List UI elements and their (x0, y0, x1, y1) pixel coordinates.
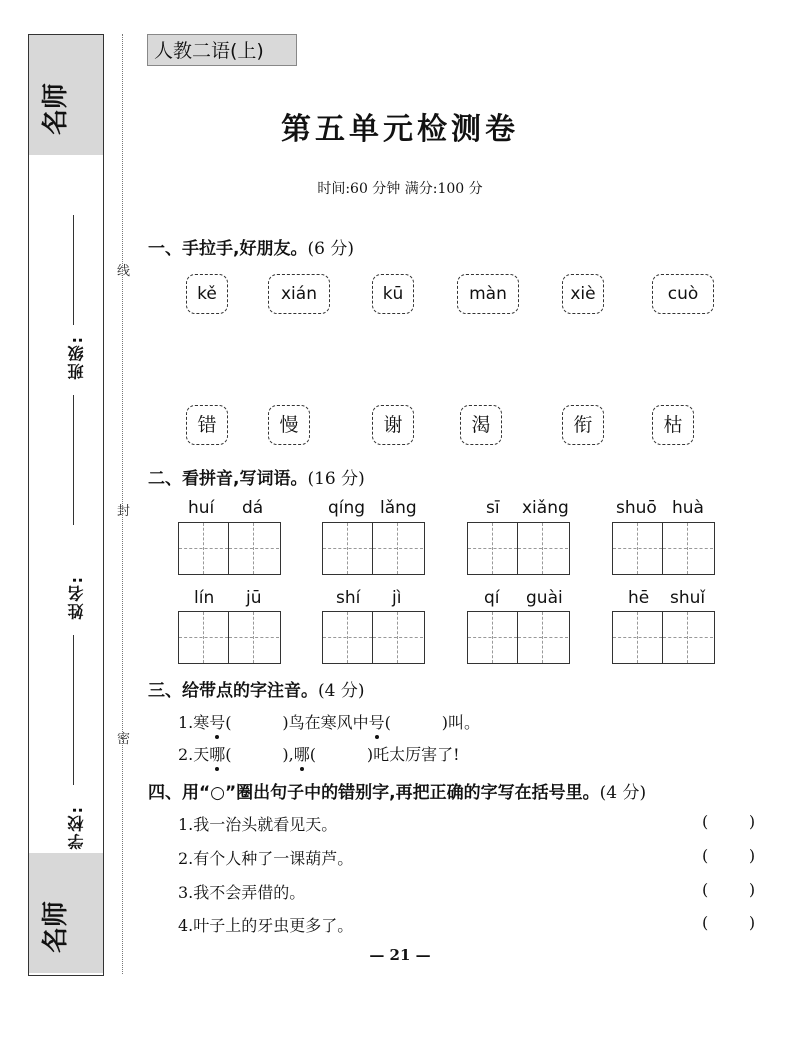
word-pinyin: shí (336, 588, 361, 608)
word-pinyin: huí (188, 498, 215, 518)
section-1-points: (6 分) (307, 239, 354, 259)
q-text[interactable]: ( ), (225, 745, 294, 764)
exam-meta: 时间:60 分钟 满分:100 分 (317, 181, 483, 197)
section-1-heading (148, 234, 354, 259)
q-text[interactable]: ( )吒太厉害了! (309, 745, 460, 764)
pinyin-card[interactable]: màn (457, 274, 519, 314)
dotted-char: 哪 (209, 745, 226, 764)
name-field-line (73, 635, 74, 785)
word-pinyin: shuǐ (670, 588, 706, 608)
section-1-title: 一、手拉手,好朋友。 (148, 239, 308, 259)
word-pinyin: xiǎng (522, 498, 569, 518)
word-pinyin: guài (526, 588, 563, 608)
answer-paren[interactable]: ( ) (702, 846, 756, 865)
pinyin-card[interactable]: xián (268, 274, 330, 314)
section-3-title: 三、给带点的字注音。 (148, 681, 318, 701)
word-pinyin: dá (242, 498, 264, 518)
word-pinyin: huà (672, 498, 704, 518)
word-pinyin: jū (246, 588, 262, 608)
class-field-line (73, 215, 74, 325)
seal-char-line: 线 (117, 264, 131, 279)
answer-paren[interactable]: ( ) (702, 812, 756, 831)
dotted-char: 哪 (293, 745, 310, 764)
section-4-title: 四、用“○”圈出句子中的错别字,再把正确的字写在括号里。 (148, 783, 600, 803)
page-number: — 21 — (369, 946, 431, 964)
char-card[interactable]: 慢 (268, 405, 310, 445)
dotted-char: 号 (368, 713, 385, 732)
section-3-heading (148, 676, 364, 701)
answer-paren[interactable]: ( ) (702, 880, 756, 899)
q-text[interactable]: ( )叫。 (384, 713, 481, 732)
writing-grid[interactable] (467, 611, 570, 664)
pinyin-card[interactable]: xiè (562, 274, 604, 314)
writing-grid[interactable] (612, 611, 715, 664)
char-card[interactable]: 枯 (652, 405, 694, 445)
school-field-label: 学校: (67, 805, 86, 850)
question-4-2: 2.有个人种了一课葫芦。 (178, 849, 354, 868)
word-pinyin: lǎng (380, 498, 417, 518)
pinyin-card[interactable]: kū (372, 274, 414, 314)
brand-text-bottom: 名师 (41, 900, 71, 953)
page-title: 第五单元检测卷 (281, 112, 519, 147)
grade-tag: 人教二语(上) (147, 34, 297, 66)
writing-grid[interactable] (322, 611, 425, 664)
word-pinyin: lín (194, 588, 215, 608)
char-card[interactable]: 错 (186, 405, 228, 445)
question-3-2 (178, 742, 460, 765)
writing-grid[interactable] (612, 522, 715, 575)
word-pinyin: qí (484, 588, 500, 608)
section-2-title: 二、看拼音,写词语。 (148, 469, 308, 489)
class-field-line-2 (73, 395, 74, 525)
answer-paren[interactable]: ( ) (702, 913, 756, 932)
word-pinyin: hē (628, 588, 650, 608)
name-field-label: 姓名: (67, 575, 86, 620)
writing-grid[interactable] (322, 522, 425, 575)
seal-char-seal: 封 (117, 504, 131, 519)
question-3-1 (178, 710, 480, 733)
section-4-heading (148, 778, 646, 803)
writing-grid[interactable] (178, 611, 281, 664)
word-pinyin: qíng (328, 498, 366, 518)
seal-char-secret: 密 (117, 732, 131, 747)
pinyin-card[interactable]: kě (186, 274, 228, 314)
q-text: 2.天 (178, 745, 210, 764)
dotted-char: 号 (209, 713, 226, 732)
question-4-1: 1.我一治头就看见天。 (178, 815, 338, 834)
writing-grid[interactable] (178, 522, 281, 575)
section-2-heading (148, 464, 365, 489)
question-4-4: 4.叶子上的牙虫更多了。 (178, 916, 354, 935)
pinyin-card[interactable]: cuò (652, 274, 714, 314)
char-card[interactable]: 谢 (372, 405, 414, 445)
word-pinyin: shuō (616, 498, 657, 518)
word-pinyin: jì (392, 588, 402, 608)
binding-strip (28, 34, 104, 976)
class-field-label: 班级: (67, 335, 86, 380)
section-3-points: (4 分) (318, 681, 365, 701)
question-4-3: 3.我不会弄借的。 (178, 883, 306, 902)
char-card[interactable]: 衔 (562, 405, 604, 445)
word-pinyin: sī (486, 498, 500, 518)
q-text[interactable]: ( )鸟在寒风中 (225, 713, 369, 732)
char-card[interactable]: 渴 (460, 405, 502, 445)
writing-grid[interactable] (467, 522, 570, 575)
section-2-points: (16 分) (307, 469, 365, 489)
q-text: 1.寒 (178, 713, 210, 732)
brand-text: 名师 (41, 82, 71, 135)
section-4-points: (4 分) (599, 783, 647, 803)
